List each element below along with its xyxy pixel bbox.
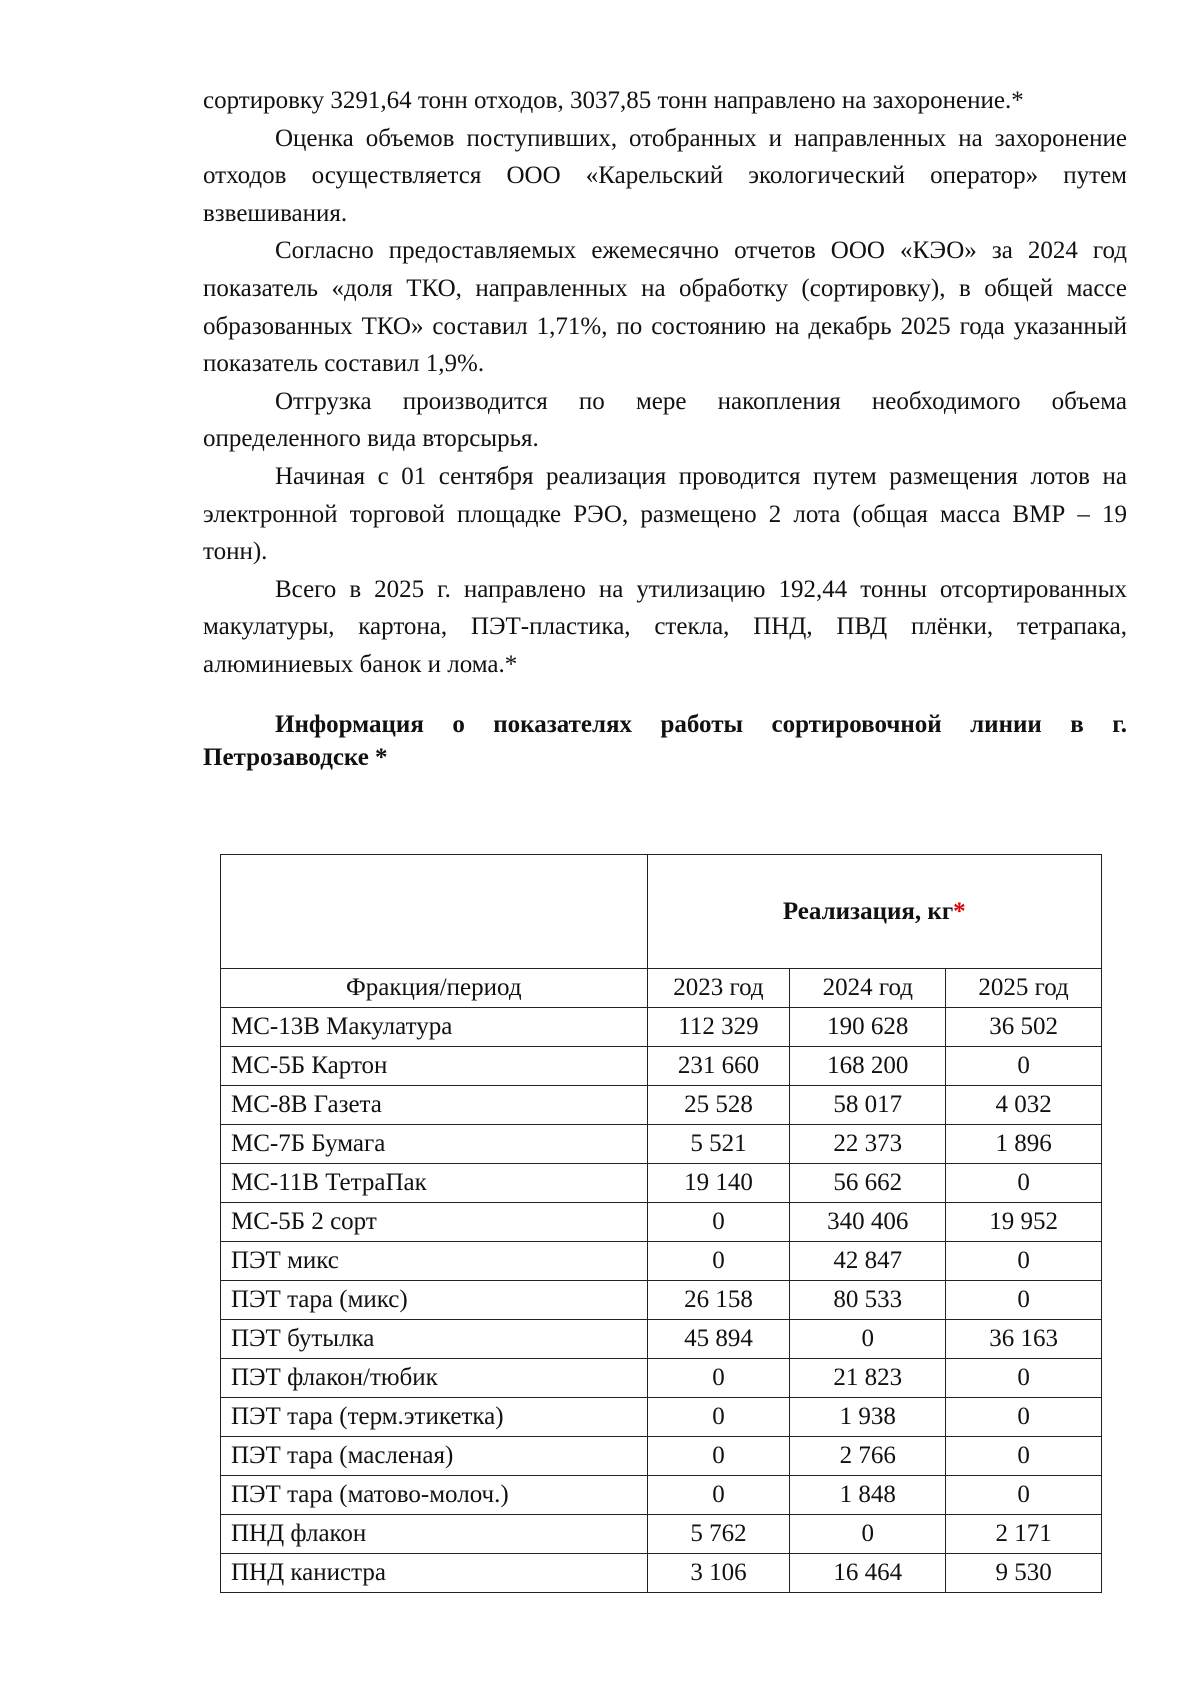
value-2024-cell: 1 938	[790, 1398, 946, 1437]
column-header-2025: 2025 год	[946, 969, 1102, 1008]
table-row	[221, 1203, 1102, 1242]
fraction-name-cell: МС-8В Газета	[221, 1086, 648, 1125]
value-2025-cell: 0	[946, 1242, 1102, 1281]
value-2025-cell: 4 032	[946, 1086, 1102, 1125]
value-2023-cell: 231 660	[647, 1047, 790, 1086]
table-row	[221, 1008, 1102, 1047]
value-2023-cell: 0	[647, 1437, 790, 1476]
value-2025-cell: 0	[946, 1359, 1102, 1398]
fraction-name-cell: ПНД канистра	[221, 1554, 648, 1593]
table-row	[221, 1086, 1102, 1125]
value-2023-cell: 5 521	[647, 1125, 790, 1164]
value-2023-cell: 0	[647, 1359, 790, 1398]
fraction-name-cell: ПЭТ тара (масленая)	[221, 1437, 648, 1476]
value-2025-cell: 1 896	[946, 1125, 1102, 1164]
fraction-name-cell: ПЭТ тара (терм.этикетка)	[221, 1398, 648, 1437]
table-row	[221, 1398, 1102, 1437]
value-2025-cell: 0	[946, 1164, 1102, 1203]
table-row	[221, 1281, 1102, 1320]
paragraph-shipment: Отгрузка производится по мере накопления необходимого объема определенного вида вторсырья.	[203, 387, 1127, 453]
value-2024-cell: 21 823	[790, 1359, 946, 1398]
section-heading: Информация о показателях работы сортировочной линии в г. Петрозаводске *	[203, 710, 1127, 771]
value-2023-cell: 3 106	[647, 1554, 790, 1593]
table-body	[221, 855, 1102, 1593]
fraction-name-cell: ПЭТ тара (матово-молоч.)	[221, 1476, 648, 1515]
paragraph-assessment: Оценка объемов поступивших, отобранных и направленных на захоронение отходов осуществляется ООО «Карельский экологический оператор» путем взвешивания.	[203, 124, 1127, 227]
column-header-fraction: Фракция/период	[221, 969, 648, 1008]
fraction-name-cell: ПЭТ бутылка	[221, 1320, 648, 1359]
paragraph-continued: сортировку 3291,64 тонн отходов, 3037,85 тонн направлено на захоронение.*	[203, 87, 1024, 114]
value-2023-cell: 0	[647, 1476, 790, 1515]
fraction-name-cell: ПНД флакон	[221, 1515, 648, 1554]
table-row	[221, 1164, 1102, 1203]
value-2025-cell: 2 171	[946, 1515, 1102, 1554]
value-2024-cell: 16 464	[790, 1554, 946, 1593]
fraction-name-cell: ПЭТ микс	[221, 1242, 648, 1281]
asterisk-mark: *	[953, 898, 966, 925]
paragraph-lots: Начиная с 01 сентября реализация проводится путем размещения лотов на электронной торговой площадке РЭО, размещено 2 лота (общая масса ВМР – 19 тонн).	[203, 462, 1127, 566]
paragraph-reports: Согласно предоставляемых ежемесячно отчетов ООО «КЭО» за 2024 год показатель «доля ТКО, направленных на обработку (сортировку), в общей массе образованных ТКО» составил 1,71%, по состоянию на декабрь 2025 года указанный показатель составил 1,9%.	[203, 237, 1127, 378]
value-2025-cell: 0	[946, 1281, 1102, 1320]
value-2025-cell: 0	[946, 1047, 1102, 1086]
table-group-header-row	[221, 855, 1102, 969]
value-2024-cell: 42 847	[790, 1242, 946, 1281]
value-2024-cell: 22 373	[790, 1125, 946, 1164]
table-row	[221, 1437, 1102, 1476]
value-2024-cell: 1 848	[790, 1476, 946, 1515]
table-column-header-row	[221, 969, 1102, 1008]
table-row	[221, 1047, 1102, 1086]
value-2023-cell: 19 140	[647, 1164, 790, 1203]
fraction-name-cell: МС-13В Макулатура	[221, 1008, 648, 1047]
value-2023-cell: 0	[647, 1398, 790, 1437]
value-2024-cell: 0	[790, 1320, 946, 1359]
value-2024-cell: 0	[790, 1515, 946, 1554]
value-2023-cell: 25 528	[647, 1086, 790, 1125]
realization-header	[647, 855, 1101, 969]
value-2024-cell: 340 406	[790, 1203, 946, 1242]
document-page	[203, 82, 1127, 774]
value-2023-cell: 0	[647, 1242, 790, 1281]
value-2024-cell: 168 200	[790, 1047, 946, 1086]
value-2025-cell: 9 530	[946, 1554, 1102, 1593]
column-header-2024: 2024 год	[790, 969, 946, 1008]
value-2025-cell: 0	[946, 1398, 1102, 1437]
value-2024-cell: 80 533	[790, 1281, 946, 1320]
table-row	[221, 1125, 1102, 1164]
value-2024-cell: 190 628	[790, 1008, 946, 1047]
fraction-name-cell: МС-7Б Бумага	[221, 1125, 648, 1164]
fraction-name-cell: ПЭТ тара (микс)	[221, 1281, 648, 1320]
column-header-2023: 2023 год	[647, 969, 790, 1008]
table-row	[221, 1320, 1102, 1359]
paragraph-total: Всего в 2025 г. направлено на утилизацию 192,44 тонны отсортированных макулатуры, картона, ПЭТ-пластика, стекла, ПНД, ПВД плёнки, тетрапака, алюминиевых банок и лома.*	[203, 575, 1127, 678]
table-row	[221, 1476, 1102, 1515]
table-row	[221, 1515, 1102, 1554]
fraction-name-cell: МС-5Б Картон	[221, 1047, 648, 1086]
value-2024-cell: 58 017	[790, 1086, 946, 1125]
value-2023-cell: 0	[647, 1203, 790, 1242]
table-empty-corner-cell	[221, 855, 648, 969]
value-2023-cell: 26 158	[647, 1281, 790, 1320]
value-2023-cell: 45 894	[647, 1320, 790, 1359]
value-2025-cell: 0	[946, 1476, 1102, 1515]
value-2025-cell: 19 952	[946, 1203, 1102, 1242]
table-row	[221, 1359, 1102, 1398]
table-row	[221, 1242, 1102, 1281]
value-2025-cell: 36 502	[946, 1008, 1102, 1047]
sorting-line-table	[220, 854, 1102, 1593]
fraction-name-cell: МС-11В ТетраПак	[221, 1164, 648, 1203]
value-2025-cell: 0	[946, 1437, 1102, 1476]
fraction-name-cell: МС-5Б 2 сорт	[221, 1203, 648, 1242]
value-2023-cell: 112 329	[647, 1008, 790, 1047]
fraction-name-cell: ПЭТ флакон/тюбик	[221, 1359, 648, 1398]
value-2024-cell: 2 766	[790, 1437, 946, 1476]
value-2024-cell: 56 662	[790, 1164, 946, 1203]
value-2023-cell: 5 762	[647, 1515, 790, 1554]
table-row	[221, 1554, 1102, 1593]
realization-header-label: Реализация, кг	[782, 898, 954, 925]
value-2025-cell: 36 163	[946, 1320, 1102, 1359]
